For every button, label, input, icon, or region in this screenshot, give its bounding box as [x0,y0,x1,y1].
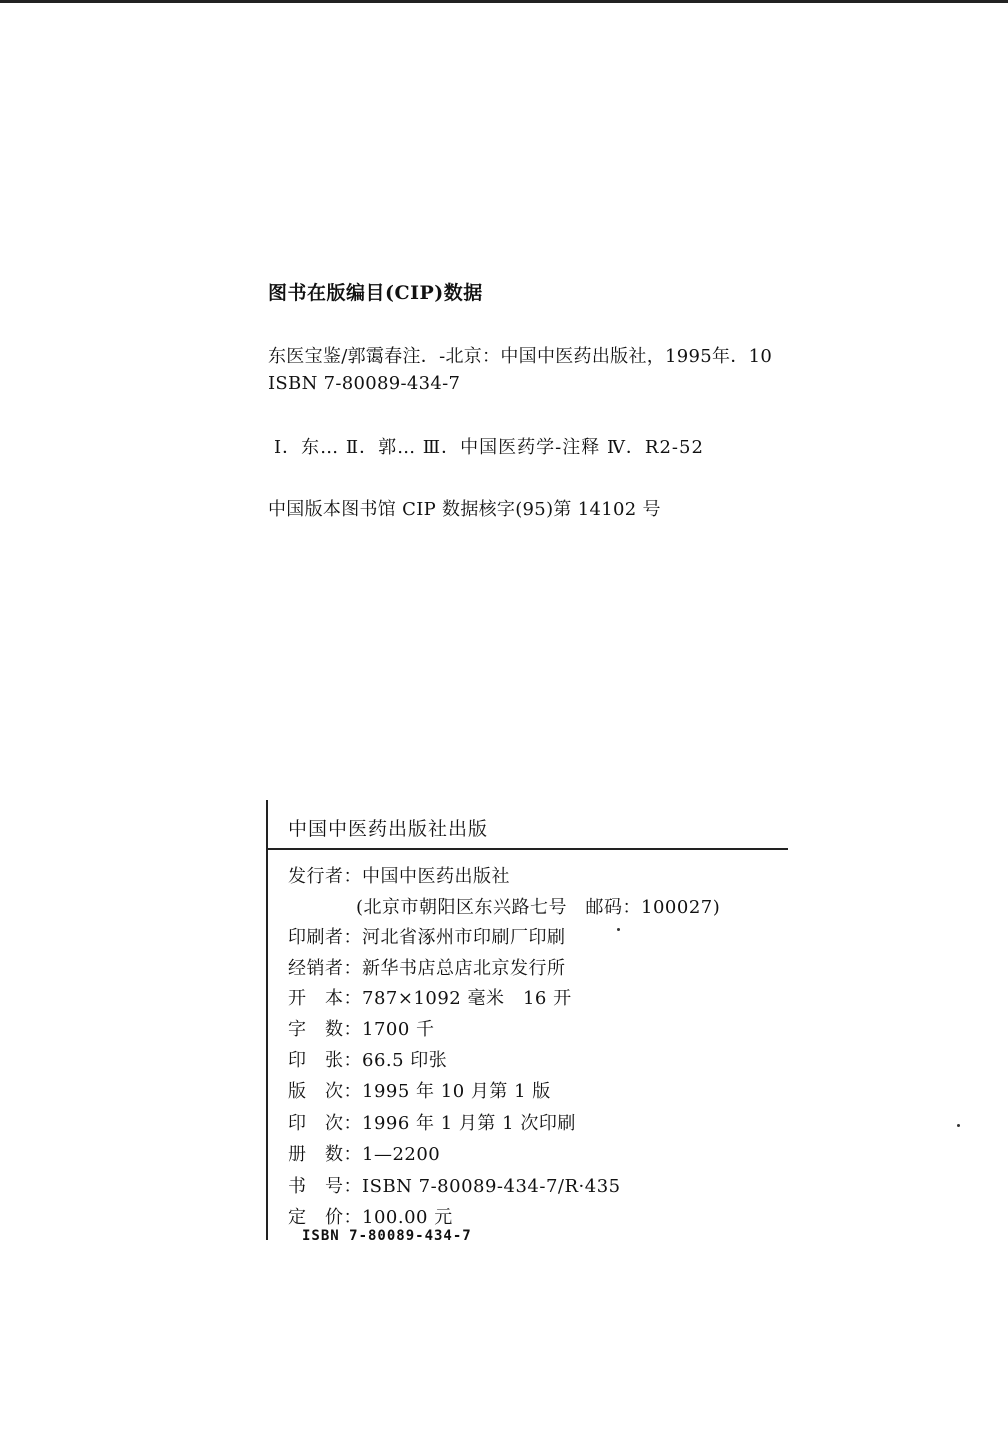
colophon-block [258,800,788,1244]
colophon-word-count: 字 数：1700 千 [288,1019,435,1040]
top-border-line [0,0,1008,3]
colophon-seller: 经销者：新华书店总店北京发行所 [288,958,566,979]
cip-subject-headings: Ⅰ．东… Ⅱ．郭… Ⅲ．中国医药学-注释 Ⅳ．R2-52 [274,437,704,458]
cip-title: 图书在版编目(CIP)数据 [268,282,483,304]
colophon-sheets: 印 张：66.5 印张 [288,1050,448,1071]
colophon-left-rule [266,800,268,1240]
colophon-copies: 册 数：1—2200 [288,1144,441,1165]
colophon-address: (北京市朝阳区东兴路七号 邮码：100027) [356,897,721,918]
colophon-book-number: 书 号：ISBN 7-80089-434-7/R·435 [288,1176,621,1197]
colophon-divider [268,848,788,850]
colophon-distributor: 发行者：中国中医药出版社 [288,866,510,887]
colophon-price: 定 价：100.00 元 [288,1207,453,1228]
cip-record-number: 中国版本图书馆 CIP 数据核字(95)第 14102 号 [268,499,661,520]
colophon-edition: 版 次：1995 年 10 月第 1 版 [288,1081,551,1102]
scan-speck [957,1124,960,1127]
colophon-printer: 印刷者：河北省涿州市印刷厂印刷 [288,927,566,948]
cip-description: 东医宝鉴/郭霭春注．-北京：中国中医药出版社，1995年．10 [268,346,773,367]
colophon-format: 开 本：787×1092 毫米 16 开 [288,988,572,1009]
colophon-isbn-footer: ISBN 7-80089-434-7 [302,1228,472,1244]
colophon-printing: 印 次：1996 年 1 月第 1 次印刷 [288,1113,576,1134]
scan-speck [617,928,620,931]
colophon-publisher-line: 中国中医药出版社出版 [288,818,489,840]
cip-isbn: ISBN 7-80089-434-7 [268,373,461,394]
